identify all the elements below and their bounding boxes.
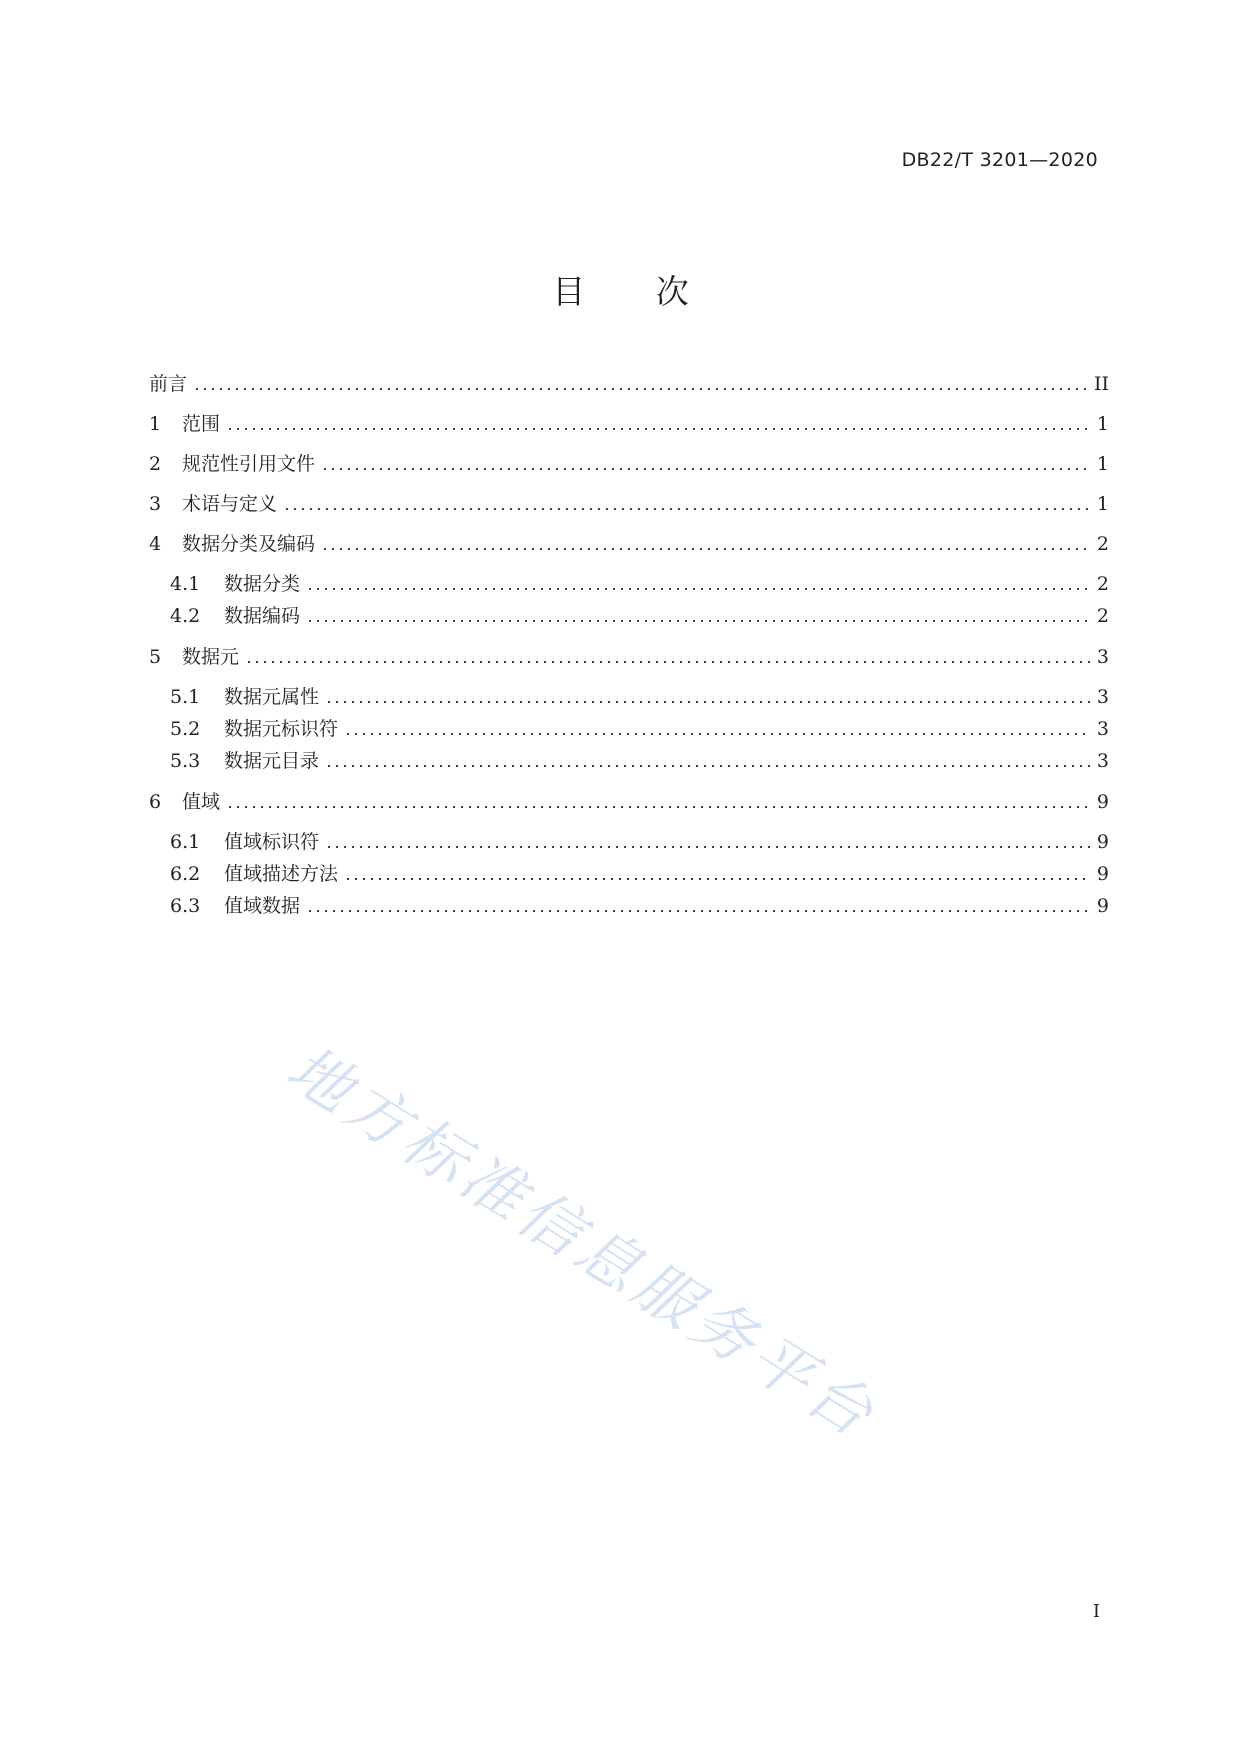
toc-page-number: 3 [1096, 718, 1109, 740]
toc-entry-4[interactable] [149, 530, 1109, 558]
toc-number: 5.3 [170, 750, 201, 772]
toc-entry-5-2[interactable] [170, 715, 1109, 743]
toc-label: 数据元属性 [224, 686, 320, 708]
toc-number: 4.1 [170, 573, 201, 595]
dot-leader [306, 910, 1091, 912]
toc-entry-5-1[interactable] [170, 683, 1109, 711]
toc-label: 数据元 [182, 646, 240, 668]
toc-entry-4-2[interactable] [170, 602, 1109, 630]
toc-page-number: 2 [1096, 605, 1109, 627]
toc-label: 值域标识符 [224, 831, 320, 853]
dot-leader [193, 388, 1088, 390]
dot-leader [321, 548, 1091, 550]
toc-label: 数据分类 [224, 573, 301, 595]
toc-entry-1[interactable] [149, 410, 1109, 438]
toc-page-number: 1 [1096, 453, 1109, 475]
toc-page-number: 1 [1096, 413, 1109, 435]
toc-number: 6.3 [170, 895, 201, 917]
dot-leader [226, 806, 1091, 808]
document-code: DB22/T 3201—2020 [901, 149, 1098, 171]
toc-number: 6 [149, 791, 162, 813]
dot-leader [325, 701, 1091, 703]
watermark: 地方标准信息服务平台 [274, 1031, 890, 1454]
toc-page-number: 3 [1096, 686, 1109, 708]
toc-label: 数据元目录 [224, 750, 320, 772]
toc-page-number: 9 [1096, 791, 1109, 813]
dot-leader [226, 428, 1091, 430]
toc-entry-5-3[interactable] [170, 747, 1109, 775]
toc-label: 值域数据 [224, 895, 301, 917]
toc-entry-2[interactable] [149, 450, 1109, 478]
toc-page-number: 9 [1096, 895, 1109, 917]
toc-number: 4.2 [170, 605, 201, 627]
toc-number: 4 [149, 533, 162, 555]
dot-leader [325, 765, 1091, 767]
toc-entry-5[interactable] [149, 643, 1109, 671]
toc-number: 6.2 [170, 863, 201, 885]
toc-label: 数据编码 [224, 605, 301, 627]
toc-page-number: 9 [1096, 863, 1109, 885]
dot-leader [344, 733, 1091, 735]
toc-label: 范围 [182, 413, 221, 435]
dot-leader [306, 588, 1091, 590]
toc-number: 6.1 [170, 831, 201, 853]
toc-page-number: 2 [1096, 533, 1109, 555]
toc-entry-4-1[interactable] [170, 570, 1109, 598]
toc-label: 前言 [149, 373, 188, 395]
toc-label: 值域 [182, 791, 221, 813]
toc-label: 术语与定义 [182, 493, 278, 515]
toc-page-number: 1 [1096, 493, 1109, 515]
toc-entry-6-1[interactable] [170, 828, 1109, 856]
toc-page-number: 9 [1096, 831, 1109, 853]
toc-label: 规范性引用文件 [182, 453, 316, 475]
toc-number: 2 [149, 453, 162, 475]
toc-number: 5 [149, 646, 162, 668]
toc-page-number: II [1093, 373, 1109, 395]
toc-label: 数据分类及编码 [182, 533, 316, 555]
dot-leader [321, 468, 1091, 470]
dot-leader [344, 878, 1091, 880]
toc-number: 3 [149, 493, 162, 515]
toc-label: 数据元标识符 [224, 718, 339, 740]
toc-label: 值域描述方法 [224, 863, 339, 885]
toc-number: 1 [149, 413, 162, 435]
toc-entry-foreword[interactable] [149, 370, 1109, 398]
dot-leader [245, 661, 1091, 663]
toc-number: 5.1 [170, 686, 201, 708]
toc-entry-6-2[interactable] [170, 860, 1109, 888]
toc-page-number: 2 [1096, 573, 1109, 595]
toc-number: 5.2 [170, 718, 201, 740]
toc-page-number: 3 [1096, 750, 1109, 772]
toc-entry-6[interactable] [149, 788, 1109, 816]
toc-page-number: 3 [1096, 646, 1109, 668]
page-number: I [1092, 1601, 1100, 1622]
toc-entry-6-3[interactable] [170, 892, 1109, 920]
page-title: 目 次 [552, 272, 719, 311]
dot-leader [306, 620, 1091, 622]
dot-leader [283, 508, 1091, 510]
dot-leader [325, 846, 1091, 848]
toc-entry-3[interactable] [149, 490, 1109, 518]
